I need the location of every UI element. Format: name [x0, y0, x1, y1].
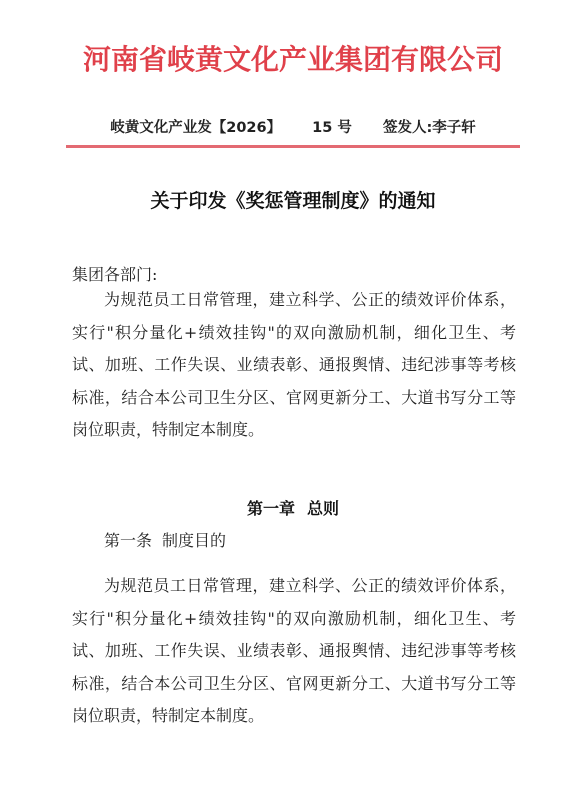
document-reference-line [0, 116, 586, 137]
red-divider-rule [66, 145, 520, 148]
org-name-header: 河南省岐黄文化产业集团有限公司 [82, 43, 503, 76]
article-title: 制度目的 [162, 531, 227, 550]
document-number: 15 号 [312, 120, 352, 136]
article-number: 第一条 [104, 531, 153, 550]
issuer: 签发人:李子轩 [382, 120, 476, 136]
chapter-heading [0, 496, 586, 519]
salutation: 集团各部门: [72, 265, 158, 284]
document-prefix: 岐黄文化产业发【2026】 [110, 120, 282, 136]
article-paragraph: 为规范员工日常管理，建立科学、公正的绩效评价体系，实行"积分量化+绩效挂钩"的双向激励机制，细化卫生、考试、加班、工作失误、业绩表彰、通报舆情、违纪涉事等考核标准，结合本公司卫生分区、官网更新分工、大道书写分工等岗位职责，特制定本制度。 [72, 576, 516, 725]
document-title: 关于印发《奖惩管理制度》的通知 [150, 190, 436, 212]
article-heading [104, 528, 226, 551]
chapter-title: 总则 [307, 499, 340, 518]
intro-paragraph: 为规范员工日常管理，建立科学、公正的绩效评价体系，实行"积分量化+绩效挂钩"的双向激励机制，细化卫生、考试、加班、工作失误、业绩表彰、通报舆情、违纪涉事等考核标准，结合本公司卫生分区、官网更新分工、大道书写分工等岗位职责，特制定本制度。 [72, 290, 516, 439]
chapter-number: 第一章 [246, 499, 295, 518]
